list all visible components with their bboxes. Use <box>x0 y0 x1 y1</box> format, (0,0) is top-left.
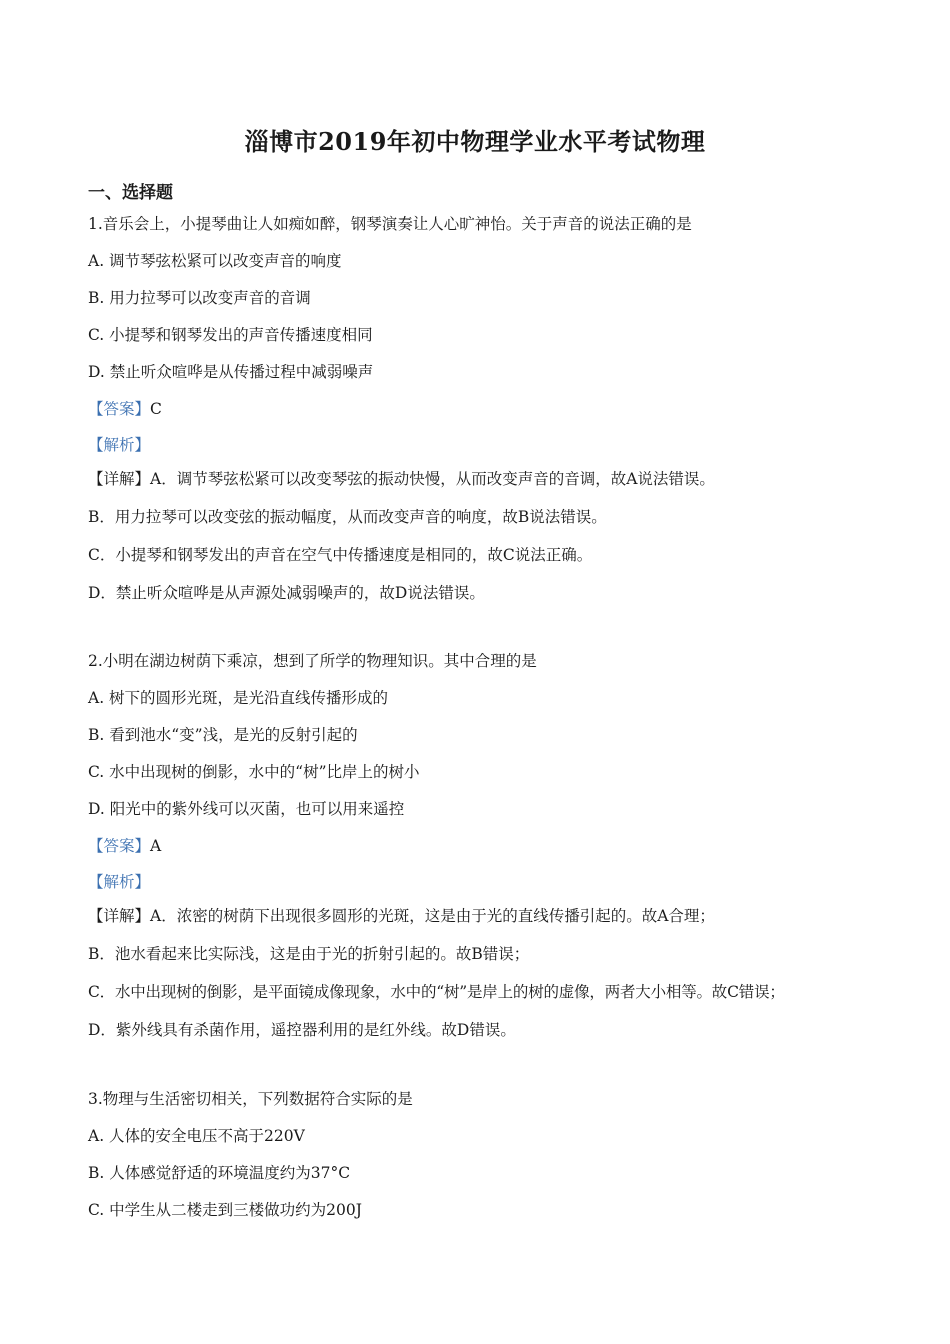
question-3-option-a: A. 人体的安全电压不高于220V <box>88 1127 305 1145</box>
question-2-option-a: A. 树下的圆形光斑，是光沿直线传播形成的 <box>88 689 389 707</box>
question-1-detail-c: C．小提琴和钢琴发出的声音在空气中传播速度是相同的，故C说法正确。 <box>88 546 593 564</box>
question-2-stem: 2.小明在湖边树荫下乘凉，想到了所学的物理知识。其中合理的是 <box>88 652 537 670</box>
answer-tag: 【答案】 <box>88 837 151 855</box>
question-1-detail-a <box>88 468 715 490</box>
question-1-option-c: C. 小提琴和钢琴发出的声音传播速度相同 <box>88 326 373 344</box>
answer-value: C <box>150 400 162 418</box>
question-2-answer <box>88 835 161 857</box>
question-1-option-b: B. 用力拉琴可以改变声音的音调 <box>88 289 311 307</box>
answer-value: A <box>150 837 162 855</box>
question-2-option-d: D. 阳光中的紫外线可以灭菌，也可以用来遥控 <box>88 800 405 818</box>
detail-tag: 【详解】 <box>88 907 151 925</box>
question-1-answer <box>88 398 162 420</box>
question-3-option-b: B. 人体感觉舒适的环境温度约为37°C <box>88 1164 351 1182</box>
question-2-detail-b: B．池水看起来比实际浅，这是由于光的折射引起的。故B错误； <box>88 945 530 963</box>
question-1-stem: 1.音乐会上，小提琴曲让人如痴如醉，钢琴演奏让人心旷神怡。关于声音的说法正确的是 <box>88 215 692 233</box>
question-1-detail-d: D．禁止听众喧哗是从声源处减弱噪声的，故D说法错误。 <box>88 584 485 602</box>
question-2-option-b: B. 看到池水“变”浅，是光的反射引起的 <box>88 726 358 744</box>
answer-tag: 【答案】 <box>88 400 151 418</box>
question-2-detail-c: C．水中出现树的倒影，是平面镜成像现象，水中的“树”是岸上的树的虚像，两者大小相等。故C错误； <box>88 983 785 1001</box>
question-1-option-a: A. 调节琴弦松紧可以改变声音的响度 <box>88 252 342 270</box>
document-title: 淄博市2019年初中物理学业水平考试物理 <box>244 127 706 156</box>
question-3-stem: 3.物理与生活密切相关，下列数据符合实际的是 <box>88 1090 413 1108</box>
question-3-option-c: C. 中学生从二楼走到三楼做功约为200J <box>88 1201 362 1219</box>
question-1-option-d: D. 禁止听众喧哗是从传播过程中减弱噪声 <box>88 363 374 381</box>
question-2-detail-d: D．紫外线具有杀菌作用，遥控器利用的是红外线。故D错误。 <box>88 1021 516 1039</box>
question-1-analysis-tag: 【解析】 <box>88 436 151 454</box>
detail-text: A．浓密的树荫下出现很多圆形的光斑，这是由于光的直线传播引起的。故A合理； <box>150 907 715 925</box>
question-2-option-c: C. 水中出现树的倒影，水中的“树”比岸上的树小 <box>88 763 420 781</box>
detail-tag: 【详解】 <box>88 470 151 488</box>
question-2-analysis-tag: 【解析】 <box>88 873 151 891</box>
section-heading: 一、选择题 <box>88 183 173 203</box>
detail-text: A．调节琴弦松紧可以改变琴弦的振动快慢，从而改变声音的音调，故A说法错误。 <box>150 470 715 488</box>
question-2-detail-a <box>88 905 715 927</box>
question-1-detail-b: B．用力拉琴可以改变弦的振动幅度，从而改变声音的响度，故B说法错误。 <box>88 508 607 526</box>
